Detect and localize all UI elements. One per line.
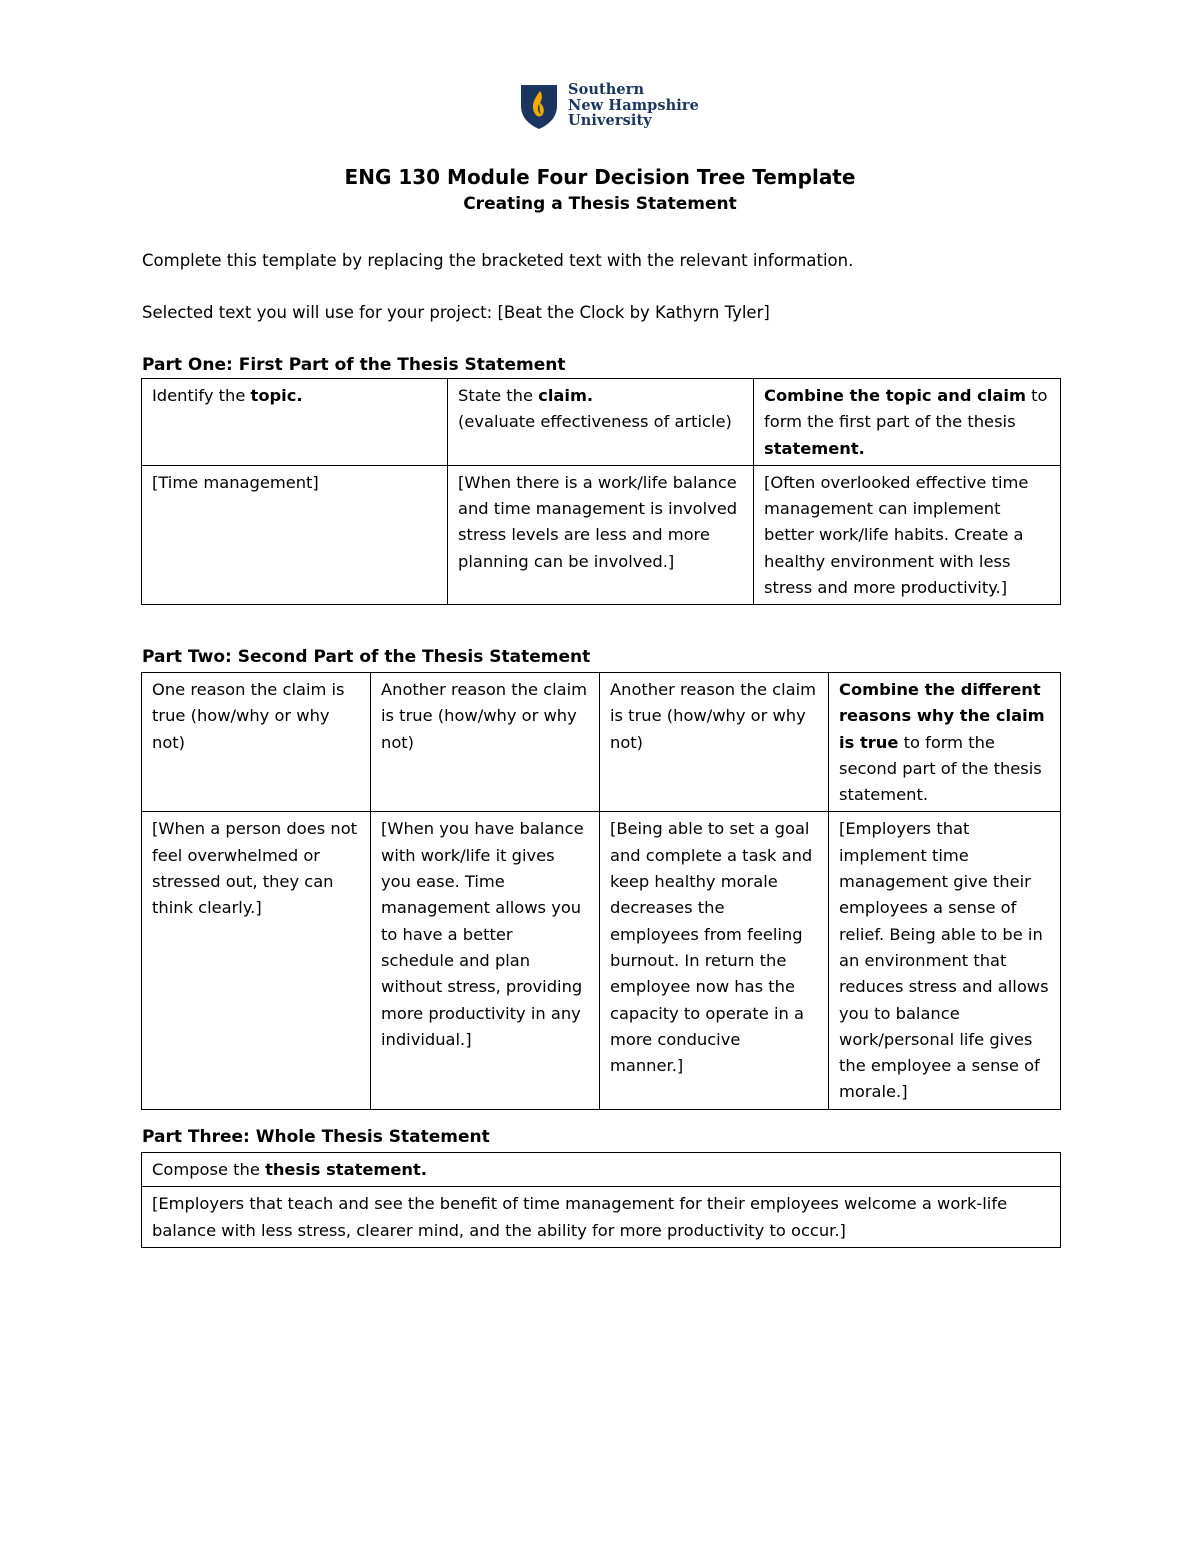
- claim-header-cell: [448, 379, 754, 466]
- instructions-text: Complete this template by replacing the bracketed text with the relevant information.: [142, 251, 854, 270]
- logo-line-3: University: [568, 112, 652, 129]
- university-logo: [519, 82, 699, 130]
- table-header-row: [142, 379, 1061, 466]
- university-name: [568, 82, 699, 129]
- part-one-heading: Part One: First Part of the Thesis Statement: [142, 355, 566, 375]
- reason-one-header-cell: One reason the claim is true (how/why or why not): [142, 673, 371, 812]
- table-header-row: [142, 673, 1061, 812]
- claim-header-prefix: State the: [458, 386, 539, 405]
- reason-three-header-cell: Another reason the claim is true (how/why or why not): [600, 673, 829, 812]
- topic-answer-cell: [Time management]: [142, 465, 448, 604]
- thesis-answer-cell: [Employers that teach and see the benefit of time management for their employees welcome a work-life balance with less stress, clearer mind, and the ability for more productivity to occur.]: [142, 1187, 1061, 1248]
- thesis-header-prefix: Compose the: [152, 1160, 266, 1179]
- thesis-header-cell: [142, 1153, 1061, 1187]
- part-two-table: [141, 672, 1061, 1110]
- table-row: [142, 465, 1061, 604]
- combine-header-bold-2: statement.: [764, 438, 865, 458]
- part-three-table: [141, 1152, 1061, 1248]
- document-subtitle: Creating a Thesis Statement: [463, 194, 737, 214]
- table-row: [142, 812, 1061, 1109]
- part-one-table: [141, 378, 1061, 605]
- topic-header-cell: [142, 379, 448, 466]
- combine-header-mid: to form the first part of the thesis: [764, 386, 1048, 432]
- selected-text-value: [Beat the Clock by Kathyrn Tyler]: [497, 303, 770, 322]
- logo-line-1: Southern: [568, 81, 645, 98]
- combine-reasons-rest: to form the second part of the thesis statement.: [839, 732, 1042, 805]
- selected-text-label: Selected text you will use for your project:: [142, 303, 498, 322]
- logo-line-2: New Hampshire: [568, 96, 699, 114]
- claim-answer-cell: [When there is a work/life balance and time management is involved stress levels are less and more planning can be involved.]: [448, 465, 754, 604]
- topic-header-bold: topic.: [250, 386, 303, 405]
- combine-reasons-header-cell: [829, 673, 1061, 812]
- reason-one-answer-cell: [When a person does not feel overwhelmed or stressed out, they can think clearly.]: [142, 812, 371, 1109]
- table-row: [142, 1187, 1061, 1248]
- reason-three-answer-cell: [Being able to set a goal and complete a task and keep healthy morale decreases the employees from feeling burnout. In return the employee now has the capacity to operate in a more conducive manner.]: [600, 812, 829, 1109]
- reason-two-header-cell: Another reason the claim is true (how/why or why not): [371, 673, 600, 812]
- combine-answer-cell: [Often overlooked effective time management can implement better work/life habits. Create a healthy environment with less stress and more productivity.]: [754, 465, 1061, 604]
- document-title: ENG 130 Module Four Decision Tree Template: [344, 165, 856, 189]
- combine-header-bold: Combine the topic and claim: [764, 386, 1026, 405]
- combine-header-cell: [754, 379, 1061, 466]
- part-three-heading: Part Three: Whole Thesis Statement: [142, 1127, 490, 1147]
- combine-reasons-answer-cell: [Employers that implement time management give their employees a sense of relief. Being able to be in an environment that reduces stress and allows you to balance work/personal life gives the employee a sense of morale.]: [829, 812, 1061, 1109]
- thesis-header-bold: thesis statement.: [265, 1160, 427, 1179]
- topic-header-prefix: Identify the: [152, 386, 251, 405]
- table-header-row: [142, 1153, 1061, 1187]
- reason-two-answer-cell: [When you have balance with work/life it gives you ease. Time management allows you to have a better schedule and plan without stress, providing more productivity in any individual.]: [371, 812, 600, 1109]
- claim-header-bold: claim.: [538, 386, 594, 405]
- shield-flame-icon: [519, 82, 559, 130]
- part-two-heading: Part Two: Second Part of the Thesis Statement: [142, 647, 591, 667]
- selected-text-line: [142, 303, 770, 322]
- combine-reasons-bold: Combine the different reasons why the claim is true: [839, 680, 1045, 752]
- claim-header-note: (evaluate effectiveness of article): [458, 412, 732, 432]
